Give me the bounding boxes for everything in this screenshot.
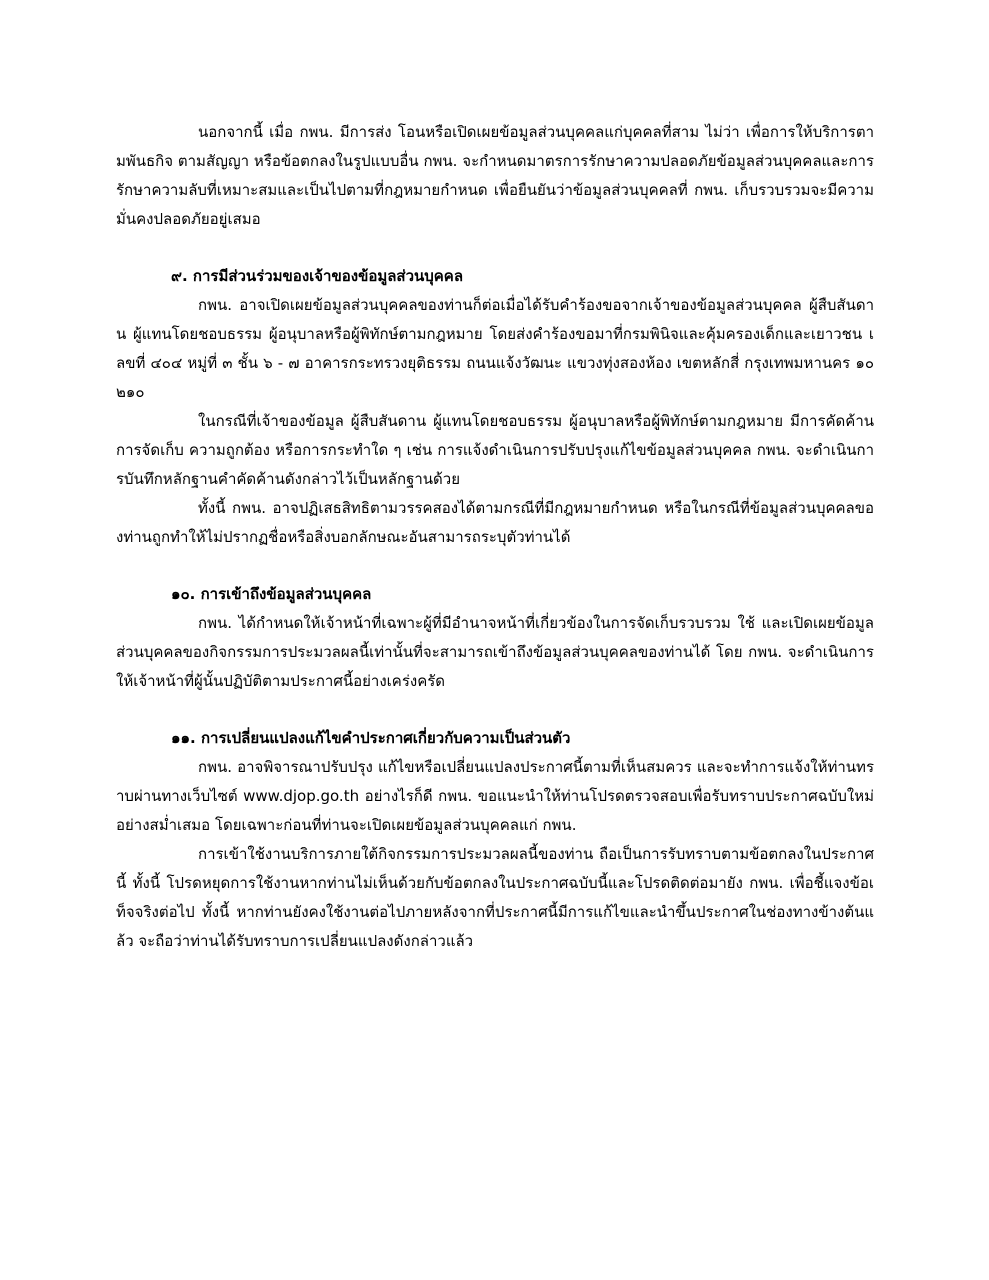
section-10-paragraph-1: กพน. ได้กำหนดให้เจ้าหน้าที่เฉพาะผู้ที่มีอำนาจหน้าที่เกี่ยวข้องในการจัดเก็บรวบรวม ใช้ และเปิดเผยข้อมูลส่วนบุคคลของกิจกรรมการประมวลผลนี้เท่านั้นที่จะสามารถเข้าถึงข้อมูลส่วนบุคคลของท่านได้ โดย กพน. จะดำเนินการให้เจ้าหน้าที่ผู้นั้นปฏิบัติตามประกาศนี้อย่างเคร่งครัด [116, 614, 874, 690]
section-11-heading: ๑๑. การเปลี่ยนแปลงแก้ไขคำประกาศเกี่ยวกับความเป็นส่วนตัว [171, 729, 571, 747]
section-9-paragraph-2: ในกรณีที่เจ้าของข้อมูล ผู้สืบสันดาน ผู้แทนโดยชอบธรรม ผู้อนุบาลหรือผู้พิทักษ์ตามกฎหมาย มีการคัดค้านการจัดเก็บ ความถูกต้อง หรือการกระทำใด ๆ เช่น การแจ้งดำเนินการปรับปรุงแก้ไขข้อมูลส่วนบุคคล กพน. จะดำเนินการบันทึกหลักฐานคำคัดค้านดังกล่าวไว้เป็นหลักฐานด้วย [116, 412, 874, 488]
section-11-paragraph-1: กพน. อาจพิจารณาปรับปรุง แก้ไขหรือเปลี่ยนแปลงประกาศนี้ตามที่เห็นสมควร และจะทำการแจ้งให้ท่านทราบผ่านทางเว็บไซต์ www.djop.go.th อย่างไรก็ดี กพน. ขอแนะนำให้ท่านโปรดตรวจสอบเพื่อรับทราบประกาศฉบับใหม่อย่างสม่ำเสมอ โดยเฉพาะก่อนที่ท่านจะเปิดเผยข้อมูลส่วนบุคคลแก่ กพน. [116, 758, 874, 834]
section-9-heading: ๙. การมีส่วนร่วมของเจ้าของข้อมูลส่วนบุคคล [171, 267, 464, 285]
section-9-paragraph-1: กพน. อาจเปิดเผยข้อมูลส่วนบุคคลของท่านก็ต่อเมื่อได้รับคำร้องขอจากเจ้าของข้อมูลส่วนบุคคล ผู้สืบสันดาน ผู้แทนโดยชอบธรรม ผู้อนุบาลหรือผู้พิทักษ์ตามกฎหมาย โดยส่งคำร้องขอมาที่กรมพินิจและคุ้มครองเด็กและเยาวชน เลขที่ ๔๐๔ หมู่ที่ ๓ ชั้น ๖ - ๗ อาคารกระทรวงยุติธรรม ถนนแจ้งวัฒนะ แขวงทุ่งสองห้อง เขตหลักสี่ กรุงเทพมหานคร ๑๐๒๑๐ [116, 296, 874, 401]
section-9-paragraph-3: ทั้งนี้ กพน. อาจปฏิเสธสิทธิตามวรรคสองได้ตามกรณีที่มีกฎหมายกำหนด หรือในกรณีที่ข้อมูลส่วนบุคคลของท่านถูกทำให้ไม่ปรากฏชื่อหรือสิ่งบอกลักษณะอันสามารถระบุตัวท่านได้ [116, 499, 874, 546]
intro-paragraph: นอกจากนี้ เมื่อ กพน. มีการส่ง โอนหรือเปิดเผยข้อมูลส่วนบุคคลแก่บุคคลที่สาม ไม่ว่า เพื่อการให้บริการตามพันธกิจ ตามสัญญา หรือข้อตกลงในรูปแบบอื่น กพน. จะกำหนดมาตรการรักษาความปลอดภัยข้อมูลส่วนบุคคลและการรักษาความลับที่เหมาะสมและเป็นไปตามที่กฎหมายกำหนด เพื่อยืนยันว่าข้อมูลส่วนบุคคลที่ กพน. เก็บรวบรวมจะมีความมั่นคงปลอดภัยอยู่เสมอ [116, 123, 874, 228]
document-page [116, 118, 874, 956]
section-10-heading: ๑๐. การเข้าถึงข้อมูลส่วนบุคคล [171, 585, 372, 603]
section-11-paragraph-2: การเข้าใช้งานบริการภายใต้กิจกรรมการประมวลผลนี้ของท่าน ถือเป็นการรับทราบตามข้อตกลงในประกาศนี้ ทั้งนี้ โปรดหยุดการใช้งานหากท่านไม่เห็นด้วยกับข้อตกลงในประกาศฉบับนี้และโปรดติดต่อมายัง กพน. เพื่อชี้แจงข้อเท็จจริงต่อไป ทั้งนี้ หากท่านยังคงใช้งานต่อไปภายหลังจากที่ประกาศนี้มีการแก้ไขและนำขึ้นประกาศในช่องทางข้างต้นแล้ว จะถือว่าท่านได้รับทราบการเปลี่ยนแปลงดังกล่าวแล้ว [116, 845, 874, 950]
